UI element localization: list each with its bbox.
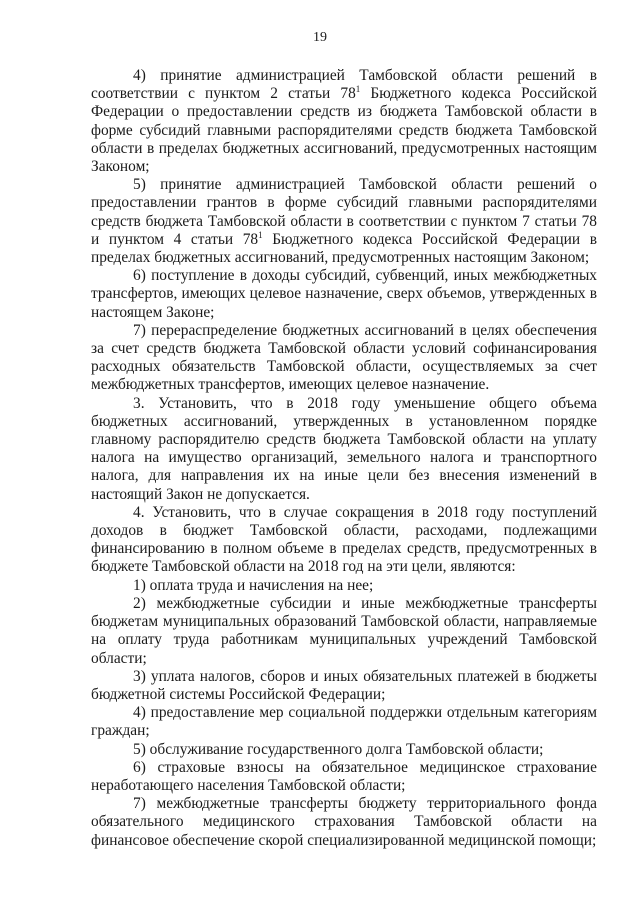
list-item-7-medical-fund: 7) межбюджетные трансферты бюджету территориального фонда обязательного медицинского страхования Тамбовской области на финансовое обеспечение скорой специализированной медицинской помощи; <box>91 795 597 849</box>
document-body <box>91 67 597 850</box>
superscript-index: 1 <box>258 229 263 240</box>
list-item-4-social-support: 4) предоставление мер социальной поддержки отдельным категориям граждан; <box>91 704 597 740</box>
page-number: 19 <box>313 30 327 45</box>
superscript-index: 1 <box>355 84 361 95</box>
paragraph-clause-4: 4. Установить, что в случае сокращения в 2018 году поступлений доходов в бюджет Тамбовской области, расходами, подлежащими финансированию в полном объеме в пределах средств, предусмотренных в бюджете Тамбовской области на 2018 год на эти цели, являются: <box>91 503 597 576</box>
list-item-5-debt-service: 5) обслуживание государственного долга Тамбовской области; <box>133 740 544 758</box>
paragraph-item-4-decisions-subsidies: 4) принятие администрацией Тамбовской области решений в соответствии с пунктом 2 статьи $78^1$ Бюджетного кодекса Российской Федерации о предоставлении средств из бюджета Тамбовской области в форме субсидий главными распорядителями средств бюджета Тамбовской области в пределах бюджетных ассигнований, предусмотренных настоящим Законом; <box>91 67 597 176</box>
list-item-2-municipal-transfers: 2) межбюджетные субсидии и иные межбюджетные трансферты бюджетам муниципальных образований Тамбовской области, направляемые на оплату труда работникам муниципальных учреждений Тамбовской области; <box>91 594 597 667</box>
list-item-1-wages: 1) оплата труда и начисления на нее; <box>133 576 374 594</box>
paragraph-item-6-income: 6) поступление в доходы субсидий, субвенций, иных межбюджетных трансфертов, имеющих целевое назначение, сверх объемов, утвержденных в настоящем Законе; <box>91 267 597 321</box>
paragraph-item-5-decisions-grants: 5) принятие администрацией Тамбовской области решений о предоставлении грантов в форме субсидий главными распорядителями средств бюджета Тамбовской области в соответствии с пунктом 7 статьи 78 и пунктом 4 статьи $78^1$ Бюджетного кодекса Российской Федерации в пределах бюджетных ассигнований, предусмотренных настоящим Законом; <box>91 176 597 267</box>
list-item-3-taxes: 3) уплата налогов, сборов и иных обязательных платежей в бюджеты бюджетной системы Российской Федерации; <box>91 667 597 703</box>
paragraph-item-7-redistribution: 7) перераспределение бюджетных ассигнований в целях обеспечения за счет средств бюджета Тамбовской области условий софинансирования расходных обязательств Тамбовской области, осуществляемых за счет межбюджетных трансфертов, имеющих целевое назначение. <box>91 321 597 394</box>
list-item-6-insurance: 6) страховые взносы на обязательное медицинское страхование неработающего населения Тамбовской области; <box>91 758 597 794</box>
paragraph-clause-3: 3. Установить, что в 2018 году уменьшение общего объема бюджетных ассигнований, утвержденных в установленном порядке главному распорядителю средств бюджета Тамбовской области на уплату налога на имущество организаций, земельного налога и транспортного налога, для направления их на иные цели без внесения изменений в настоящий Закон не допускается. <box>91 394 597 503</box>
